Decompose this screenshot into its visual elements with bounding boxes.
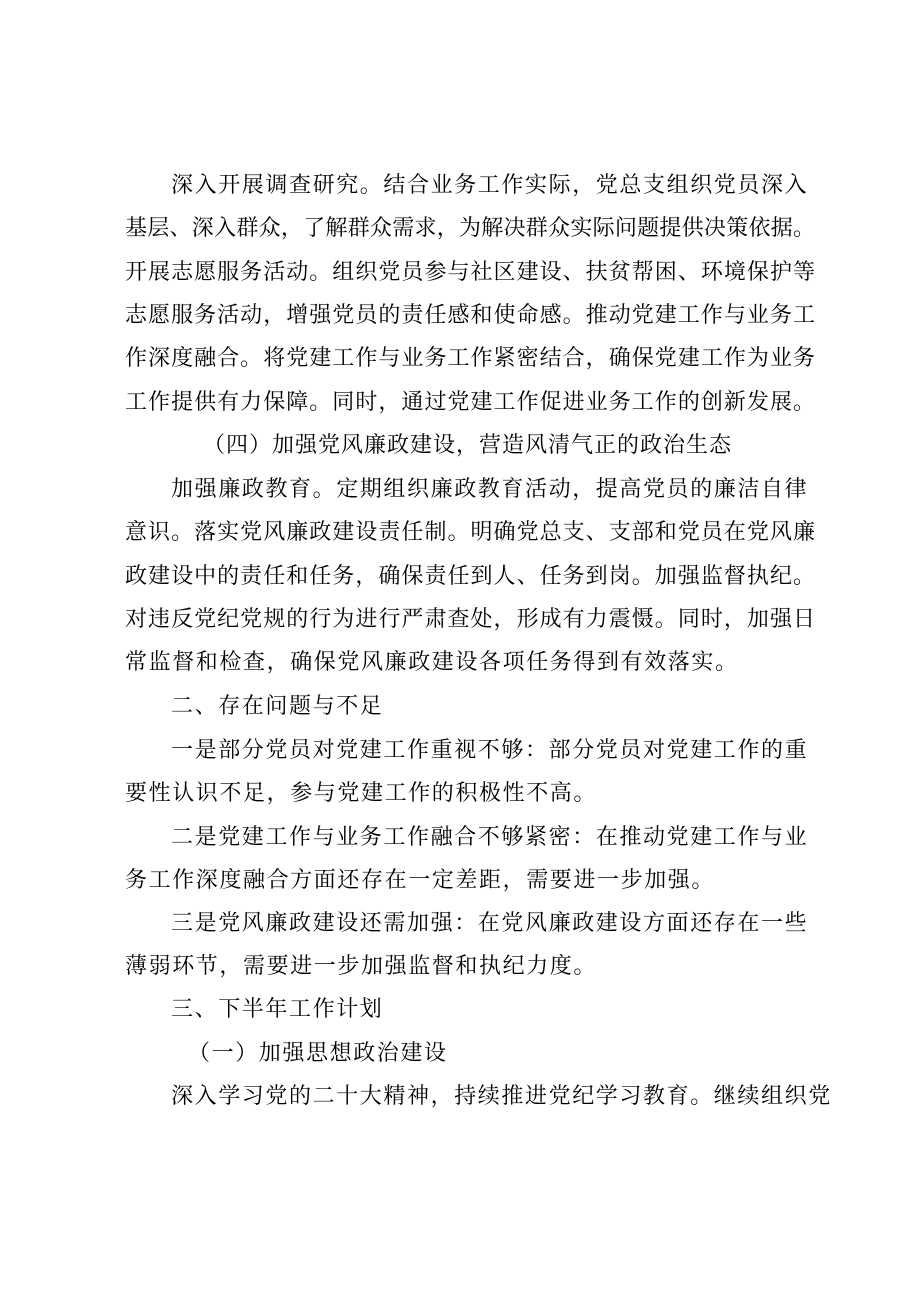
paragraph-line: 三是党风廉政建设还需加强：在党风廉政建设方面还存在一些 xyxy=(171,911,809,936)
paragraph-line: 薄弱环节，需要进一步加强监督和执纪力度。 xyxy=(125,954,598,979)
section-heading: 三、下半年工作计划 xyxy=(171,997,384,1022)
paragraph-line: 对违反党纪党规的行为进行严肃查处，形成有力震慑。同时，加强日 xyxy=(125,607,815,632)
paragraph-line: 工作提供有力保障。同时，通过党建工作促进业务工作的创新发展。 xyxy=(125,390,815,415)
paragraph-line: 作深度融合。将党建工作与业务工作紧密结合，确保党建工作为业务 xyxy=(125,346,815,371)
paragraph-line: 开展志愿服务活动。组织党员参与社区建设、扶贫帮困、环境保护等 xyxy=(125,260,815,285)
paragraph-line: 政建设中的责任和任务，确保责任到人、任务到岗。加强监督执纪。 xyxy=(125,564,815,589)
paragraph-line: 志愿服务活动，增强党员的责任感和使命感。推动党建工作与业务工 xyxy=(125,303,815,328)
section-heading: （四）加强党风廉政建设，营造风清气正的政治生态 xyxy=(203,433,733,458)
paragraph-line: 加强廉政教育。定期组织廉政教育活动，提高党员的廉洁自律 xyxy=(171,477,809,502)
paragraph-line: 常监督和检查，确保党风廉政建设各项任务得到有效落实。 xyxy=(125,650,739,675)
paragraph-line: 二是党建工作与业务工作融合不够紧密：在推动党建工作与业 xyxy=(171,825,809,850)
paragraph-line: 务工作深度融合方面还存在一定差距，需要进一步加强。 xyxy=(125,868,716,893)
section-heading: （一）加强思想政治建设 xyxy=(188,1041,448,1066)
paragraph-line: 基层、深入群众，了解群众需求，为解决群众实际问题提供决策依据。 xyxy=(125,216,815,241)
paragraph-line: 要性认识不足，参与党建工作的积极性不高。 xyxy=(125,781,598,806)
paragraph-line: 深入开展调查研究。结合业务工作实际，党总支组织党员深入 xyxy=(171,173,809,198)
section-heading: 二、存在问题与不足 xyxy=(171,694,384,719)
paragraph-line: 意识。落实党风廉政建设责任制。明确党总支、支部和党员在党风廉 xyxy=(125,520,815,545)
paragraph-line: 深入学习党的二十大精神，持续推进党纪学习教育。继续组织党 xyxy=(171,1084,832,1109)
paragraph-line: 一是部分党员对党建工作重视不够：部分党员对党建工作的重 xyxy=(171,738,809,763)
